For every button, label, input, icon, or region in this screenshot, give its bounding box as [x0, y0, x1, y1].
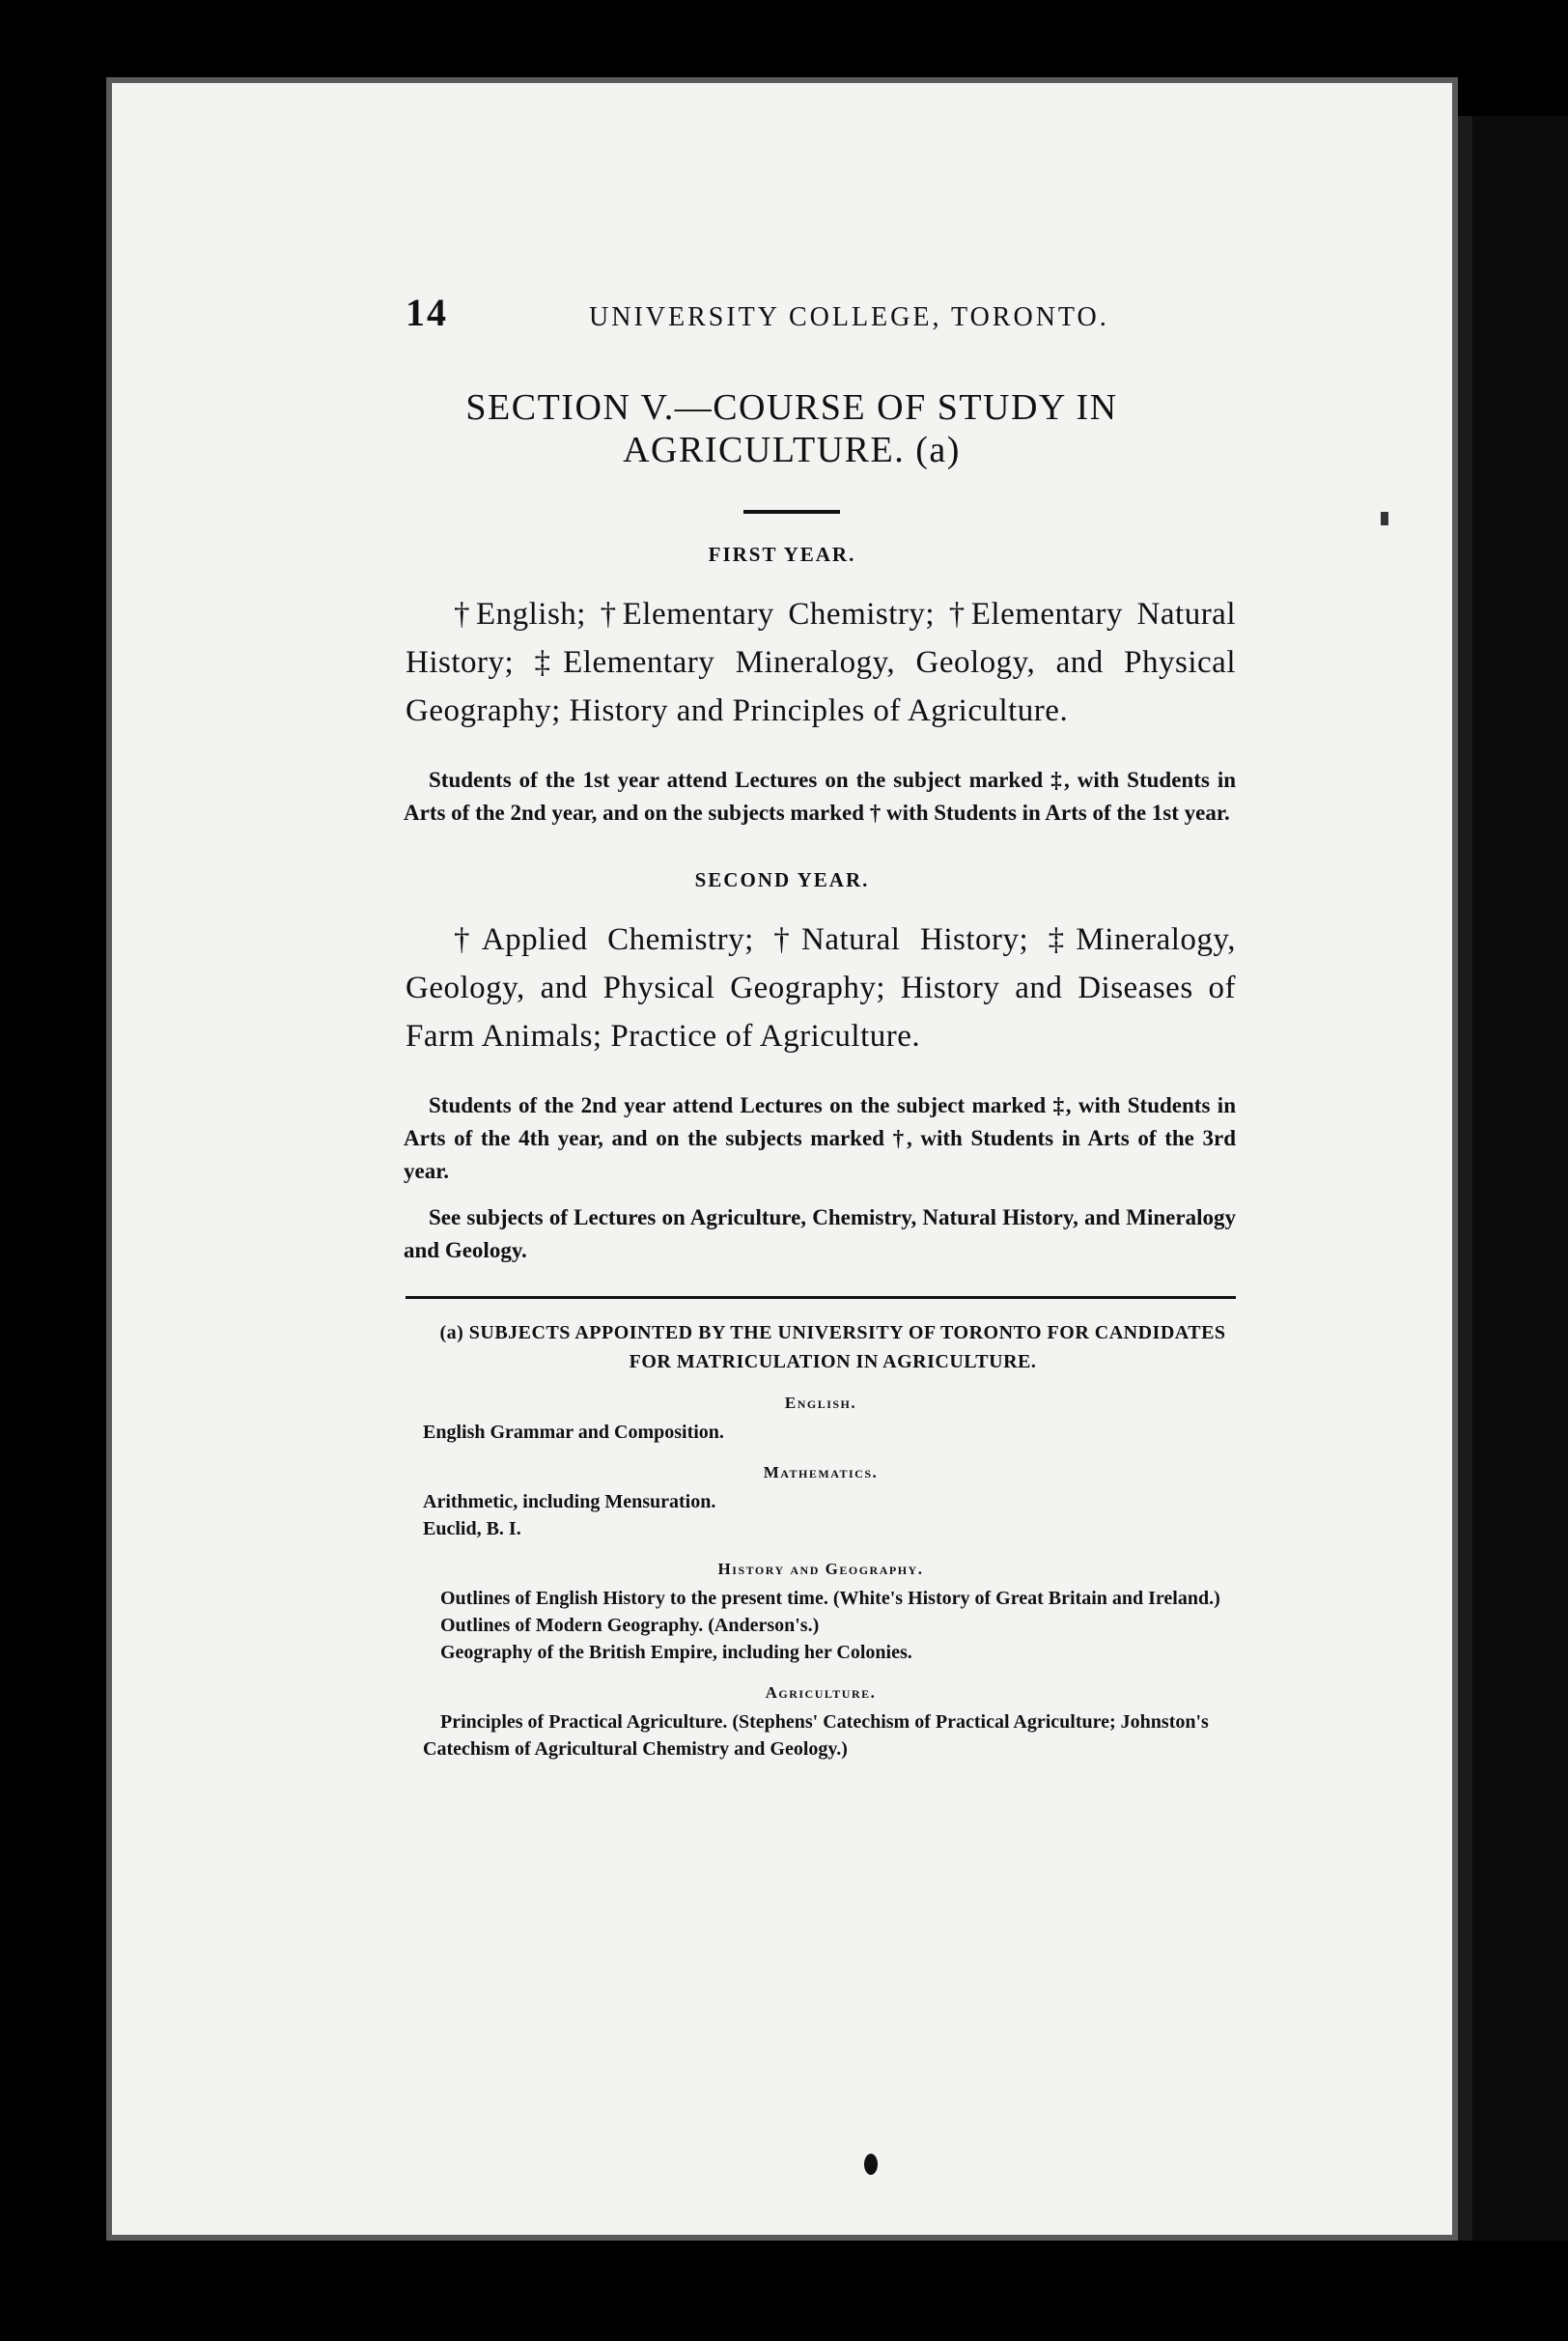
- running-head-title: UNIVERSITY COLLEGE, TORONTO.: [589, 302, 1109, 332]
- ink-blot: [864, 2154, 878, 2175]
- ink-speck: [1381, 512, 1388, 525]
- first-year-note: Students of the 1st year attend Lectures on the subject marked ‡, with Students in Arts of the 2nd year, and on the subjects marked † with Students in Arts of the 1st year.: [404, 768, 1236, 825]
- mathematics-heading: Mathematics.: [763, 1463, 879, 1481]
- second-year-note: Students of the 2nd year attend Lectures on the subject marked ‡, with Students in Arts of the 4th year, and on the subjects marked †, with Students in Arts of the 3rd year.: [404, 1093, 1236, 1183]
- first-year-subjects: †English; †Elementary Chemistry; †Elementary Natural History; ‡Elementary Mineralogy, Geology, and Physical Geography; History and Principles of Agriculture.: [406, 597, 1236, 728]
- english-item: English Grammar and Composition.: [423, 1422, 724, 1443]
- title-rule: [743, 510, 840, 514]
- footnote-rule: [406, 1296, 1236, 1299]
- footnote-heading: (a) SUBJECTS APPOINTED BY THE UNIVERSITY OF TORONTO FOR CANDIDATES FOR MATRICULATION IN AGRICULTURE.: [439, 1322, 1226, 1372]
- see-also-note: See subjects of Lectures on Agriculture, Chemistry, Natural History, and Mineralogy and Geology.: [404, 1205, 1236, 1262]
- history-item-modern-geography: Outlines of Modern Geography. (Anderson's.): [440, 1615, 820, 1636]
- section-title: [290, 386, 1236, 471]
- facing-page-edge: [1472, 116, 1568, 2241]
- history-geography-heading: History and Geography.: [717, 1560, 924, 1578]
- running-head: [290, 290, 1236, 348]
- english-heading: English.: [784, 1394, 857, 1412]
- first-year-heading: FIRST YEAR.: [708, 543, 856, 566]
- page-content: [290, 290, 1236, 1763]
- agriculture-item-principles: Principles of Practical Agriculture. (Stephens' Catechism of Practical Agriculture; Johnston's Catechism of Agricultural Chemistry and Geology.): [423, 1711, 1209, 1760]
- history-item-british-empire: Geography of the British Empire, including her Colonies.: [440, 1642, 912, 1663]
- page-number: 14: [406, 291, 448, 334]
- mathematics-item-arithmetic: Arithmetic, including Mensuration.: [423, 1491, 716, 1512]
- history-item-english-history: Outlines of English History to the present time. (White's History of Great Britain and Ireland.): [440, 1588, 1220, 1609]
- mathematics-item-euclid: Euclid, B. I.: [423, 1518, 521, 1539]
- section-title-line-1: SECTION V.—COURSE OF STUDY IN: [465, 387, 1118, 428]
- agriculture-heading: Agriculture.: [765, 1683, 877, 1702]
- second-year-heading: SECOND YEAR.: [694, 868, 870, 891]
- section-title-line-2: AGRICULTURE. (a): [623, 430, 961, 470]
- second-year-subjects: †Applied Chemistry; †Natural History; ‡Mineralogy, Geology, and Physical Geography; History and Diseases of Farm Animals; Practice of Agriculture.: [406, 922, 1236, 1054]
